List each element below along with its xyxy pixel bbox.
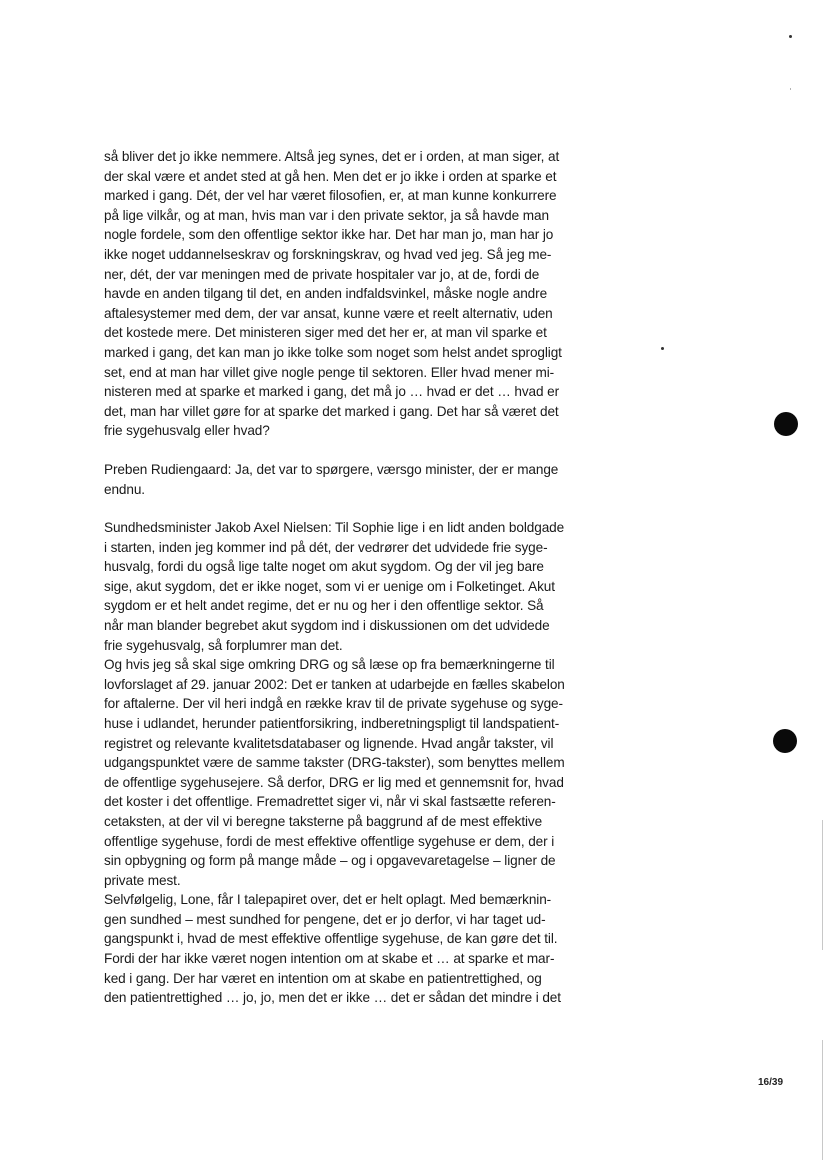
text-line: frie sygehusvalg, så forplumrer man det. bbox=[104, 637, 343, 653]
text-line: der skal være et andet sted at gå hen. Men det er jo ikke i orden at sparke et bbox=[104, 168, 557, 184]
text-line: Fordi der har ikke været nogen intention om at skabe et … at sparke et mar- bbox=[104, 951, 555, 967]
text-line: ikke noget uddannelseskrav og forskningskrav, og hvad ved jeg. Så jeg me- bbox=[104, 246, 552, 262]
text-line: sin opbygning og form på mange måde – og i opgavevaretagelse – ligner de bbox=[104, 853, 556, 869]
scan-speck bbox=[789, 35, 792, 38]
text-line: marked i gang. Dét, der vel har været filosofien, er, at man kunne konkurrere bbox=[104, 188, 557, 204]
text-line: havde en anden tilgang til det, en anden indfaldsvinkel, måske nogle andre bbox=[104, 286, 548, 302]
text-line: udgangspunktet være de samme takster (DRG-takster), som benyttes mellem bbox=[104, 755, 565, 771]
text-line: den patientrettighed … jo, jo, men det er ikke … det er sådan det mindre i det bbox=[104, 990, 561, 1006]
punch-hole-top bbox=[774, 412, 798, 436]
text-line: Preben Rudiengaard: Ja, det var to spørgere, værsgo minister, der er mange bbox=[104, 462, 559, 477]
scan-speck bbox=[661, 347, 664, 350]
text-line: nisteren med at sparke et marked i gang, det må jo … hvad er det … hvad er bbox=[104, 384, 560, 400]
text-line: det, man har villet gøre for at sparke det marked i gang. Det har så været det bbox=[104, 403, 559, 419]
page-number: 16/39 bbox=[758, 1077, 784, 1088]
text-line: gangspunkt i, hvad de mest effektive offentlige sygehuse, de kan gøre det til. bbox=[104, 931, 558, 947]
paragraph-3 bbox=[104, 518, 582, 1008]
text-line: når man blander begrebet akut sygdom ind i diskussionen om det udvidede bbox=[104, 617, 550, 633]
text-line: Og hvis jeg så skal sige omkring DRG og så læse op fra bemærkningerne til bbox=[104, 657, 555, 673]
text-line: for aftalerne. Der vil heri indgå en række krav til de private sygehuse og syge- bbox=[104, 696, 563, 712]
scan-edge-line bbox=[822, 820, 823, 950]
text-line: offentlige sygehuse, fordi de mest effektive offentlige sygehuse er dem, der i bbox=[104, 833, 555, 849]
text-line: lovforslaget af 29. januar 2002: Det er tanken at udarbejde en fælles skabelon bbox=[104, 676, 565, 692]
scan-edge-line bbox=[822, 1040, 823, 1160]
paragraph-2 bbox=[104, 460, 582, 499]
text-line: gen sundhed – mest sundhed for pengene, det er jo derfor, vi har taget ud- bbox=[104, 911, 546, 927]
text-line: husvalg, fordi du også lige talte noget om akut sygdom. Og der vil jeg bare bbox=[104, 559, 544, 575]
text-line: i starten, inden jeg kommer ind på dét, der vedrører det udvidede frie syge- bbox=[104, 539, 548, 555]
text-line: cetaksten, at der vil vi beregne taksterne på baggrund af de mest effektive bbox=[104, 813, 543, 829]
text-line: så bliver det jo ikke nemmere. Altså jeg synes, det er i orden, at man siger, at bbox=[104, 149, 560, 164]
text-line: nogle fordele, som den offentlige sektor ikke har. Det har man jo, man har jo bbox=[104, 227, 554, 243]
text-line: registret og relevante kvalitetsdatabaser og lignende. Hvad angår takster, vil bbox=[104, 735, 554, 751]
text-line: Selvfølgelig, Lone, får I talepapiret over, det er helt oplagt. Med bemærknin- bbox=[104, 892, 552, 908]
text-line: aftalesystemer med dem, der var ansat, kunne være et reelt alternativ, uden bbox=[104, 305, 553, 321]
text-line: ner, dét, der var meningen med de private hospitaler var jo, at de, fordi de bbox=[104, 266, 540, 282]
text-line: det koster i det offentlige. Fremadrettet siger vi, når vi skal fastsætte referen- bbox=[104, 794, 556, 810]
text-line: sige, akut sygdom, det er ikke noget, som vi er uenige om i Folketinget. Akut bbox=[104, 578, 555, 594]
text-line: det kostede mere. Det ministeren siger med det her er, at man vil sparke et bbox=[104, 325, 547, 341]
scan-speck bbox=[790, 88, 791, 90]
text-line: frie sygehusvalg eller hvad? bbox=[104, 423, 270, 439]
text-line: private mest. bbox=[104, 872, 181, 888]
text-line: endnu. bbox=[104, 481, 145, 497]
text-line: marked i gang, det kan man jo ikke tolke som noget som helst andet sprogligt bbox=[104, 344, 562, 360]
text-line: sygdom er et helt andet regime, det er nu og her i den offentlige sektor. Så bbox=[104, 598, 544, 614]
paragraph-1 bbox=[104, 147, 582, 441]
text-line: på lige vilkår, og at man, hvis man var i den private sektor, ja så havde man bbox=[104, 207, 549, 223]
text-line: de offentlige sygehusejere. Så derfor, DRG er lig med et gennemsnit for, hvad bbox=[104, 774, 564, 790]
text-line: set, end at man har villet give nogle penge til sektoren. Eller hvad mener mi- bbox=[104, 364, 555, 380]
punch-hole-bottom bbox=[773, 729, 797, 753]
text-line: Sundhedsminister Jakob Axel Nielsen: Til Sophie lige i en lidt anden boldgade bbox=[104, 520, 565, 535]
text-line: ked i gang. Der har været en intention om at skabe en patientrettighed, og bbox=[104, 970, 542, 986]
text-line: huse i udlandet, herunder patientforsikring, indberetningspligt til landspatient- bbox=[104, 715, 560, 731]
